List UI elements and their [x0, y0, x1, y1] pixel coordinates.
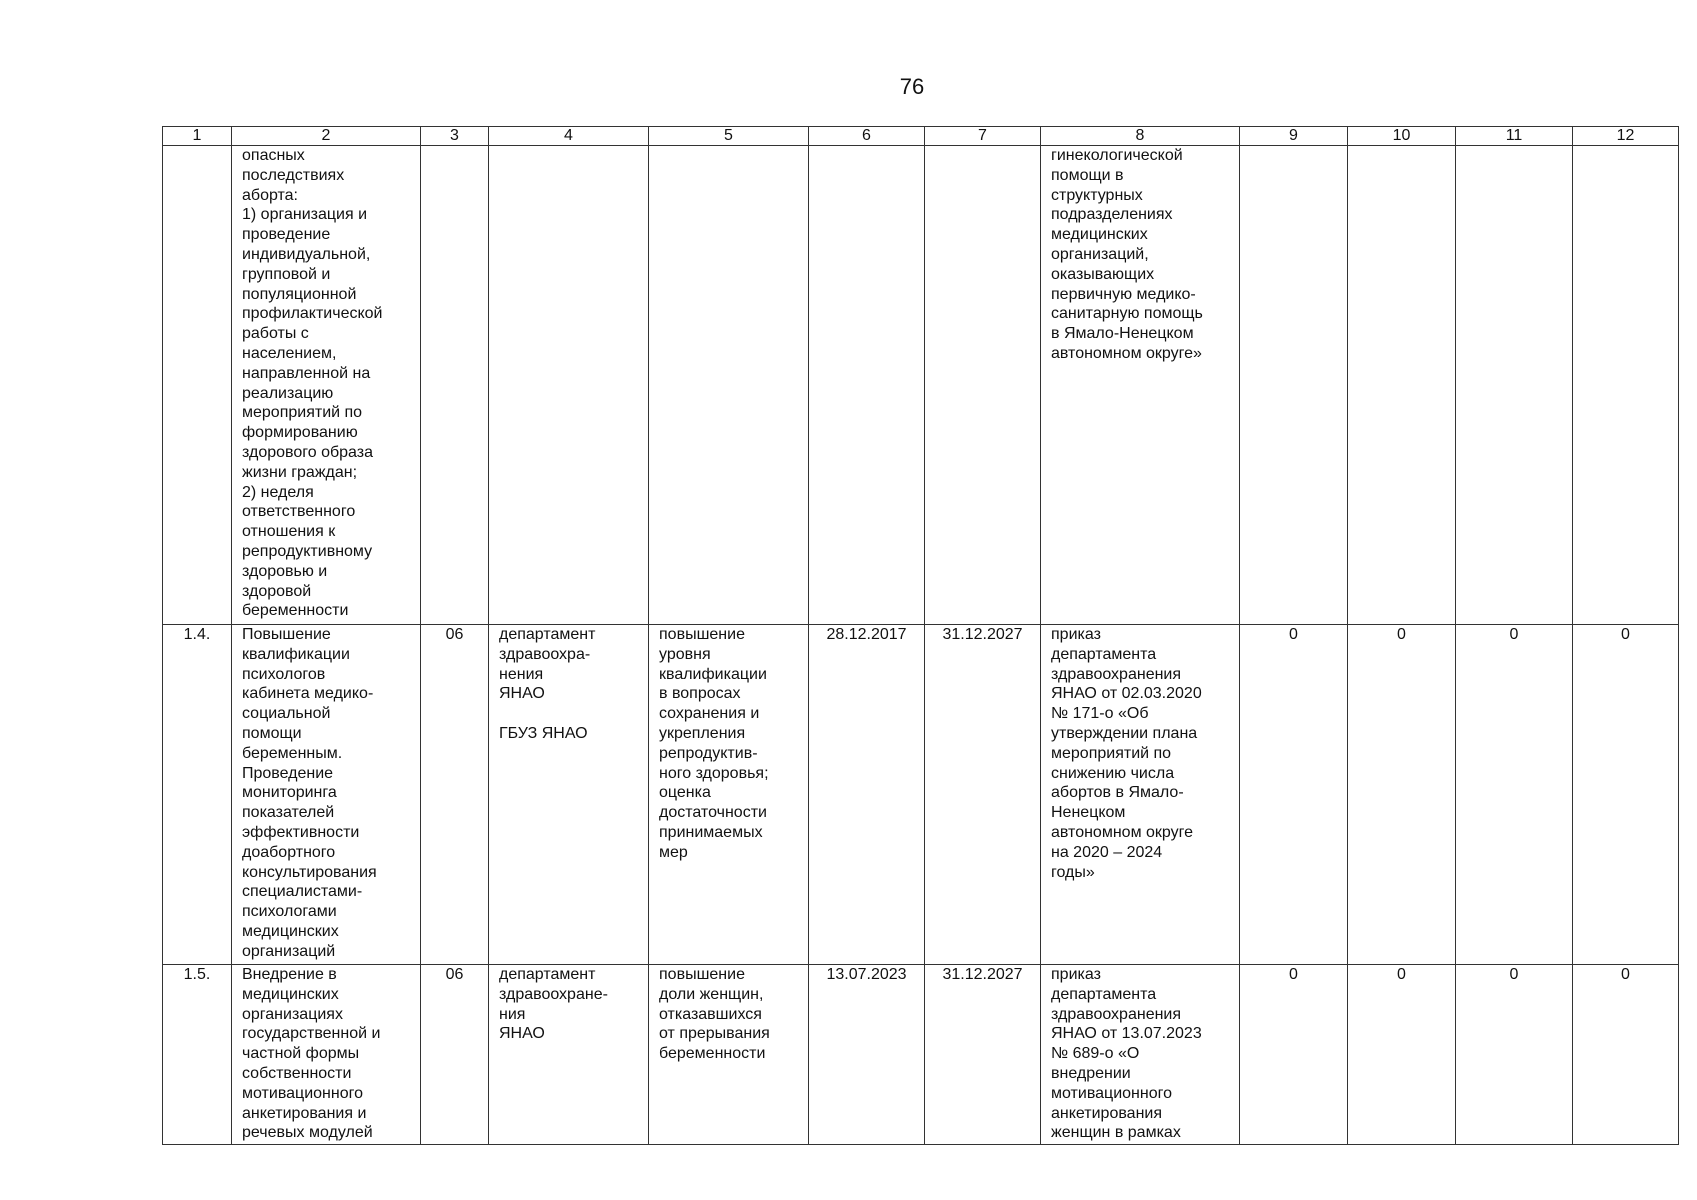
column-header: 6: [809, 127, 925, 146]
value-cell: [1348, 146, 1456, 625]
measure-description: опасных последствиях аборта: 1) организация и проведение индивидуальной, групповой и популяционной профилактической работы с населением, направленной на реализацию мероприятий по формированию здорового образа жизни граждан; 2) неделя ответственного отношения к репродуктивному здоровью и здоровой беременности: [232, 146, 421, 625]
column-header: 7: [925, 127, 1041, 146]
executor-cell: департамент здравоохра- нения ЯНАО ГБУЗ ЯНАО: [489, 625, 649, 965]
column-header: 8: [1041, 127, 1240, 146]
column-header: 9: [1240, 127, 1348, 146]
value-cell: 0: [1348, 625, 1456, 965]
value-cell: 0: [1456, 965, 1573, 1145]
measure-description: Внедрение в медицинских организациях государственной и частной формы собственности мотивационного анкетирования и речевых модулей: [232, 965, 421, 1145]
column-header: 1: [163, 127, 232, 146]
value-cell: 0: [1573, 625, 1679, 965]
column-header: 2: [232, 127, 421, 146]
value-cell: [1573, 146, 1679, 625]
code-cell: 06: [421, 965, 489, 1145]
row-number: [163, 146, 232, 625]
code-cell: 06: [421, 625, 489, 965]
end-date: 31.12.2027: [925, 625, 1041, 965]
value-cell: 0: [1348, 965, 1456, 1145]
column-number-row: [163, 127, 1679, 146]
result-cell: [649, 146, 809, 625]
document-cell: гинекологической помощи в структурных подразделениях медицинских организаций, оказывающих первичную медико- санитарную помощь в Ямало-Ненецком автономном округе»: [1041, 146, 1240, 625]
page-number: 76: [899, 74, 925, 99]
value-cell: [1456, 146, 1573, 625]
result-cell: повышение доли женщин, отказавшихся от прерывания беременности: [649, 965, 809, 1145]
row-number: 1.4.: [163, 625, 232, 965]
start-date: [809, 146, 925, 625]
value-cell: 0: [1456, 625, 1573, 965]
value-cell: 0: [1240, 625, 1348, 965]
measure-description: Повышение квалификации психологов кабинета медико- социальной помощи беременным. Проведение мониторинга показателей эффективности доабортного консультирования специалистами- психологами медицинских организаций: [232, 625, 421, 965]
document-cell: приказ департамента здравоохранения ЯНАО от 13.07.2023 № 689-о «О внедрении мотивационного анкетирования женщин в рамках: [1041, 965, 1240, 1145]
table-row: [163, 146, 1679, 625]
column-header: 4: [489, 127, 649, 146]
value-cell: 0: [1240, 965, 1348, 1145]
value-cell: 0: [1573, 965, 1679, 1145]
end-date: [925, 146, 1041, 625]
start-date: 28.12.2017: [809, 625, 925, 965]
executor-cell: департамент здравоохране- ния ЯНАО: [489, 965, 649, 1145]
column-header: 3: [421, 127, 489, 146]
column-header: 10: [1348, 127, 1456, 146]
table-row: [163, 965, 1679, 1145]
table-row: [163, 625, 1679, 965]
column-header: 5: [649, 127, 809, 146]
end-date: 31.12.2027: [925, 965, 1041, 1145]
result-cell: повышение уровня квалификации в вопросах сохранения и укрепления репродуктив- ного здоровья; оценка достаточности принимаемых мер: [649, 625, 809, 965]
column-header: 12: [1573, 127, 1679, 146]
value-cell: [1240, 146, 1348, 625]
executor-cell: [489, 146, 649, 625]
document-cell: приказ департамента здравоохранения ЯНАО от 02.03.2020 № 171-о «Об утверждении плана мероприятий по снижению числа абортов в Ямало- Ненецком автономном округе на 2020 – 2024 годы»: [1041, 625, 1240, 965]
code-cell: [421, 146, 489, 625]
row-number: 1.5.: [163, 965, 232, 1145]
column-header: 11: [1456, 127, 1573, 146]
start-date: 13.07.2023: [809, 965, 925, 1145]
measures-table: [162, 126, 1679, 1145]
